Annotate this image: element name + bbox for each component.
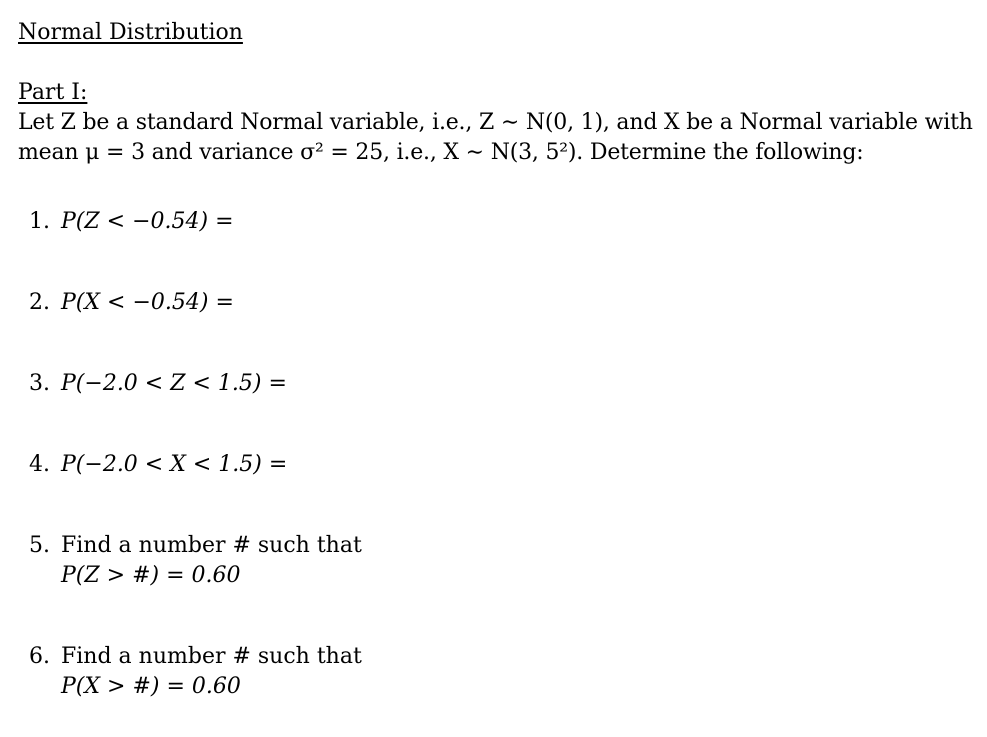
question-5 (29, 531, 362, 591)
question-4 (29, 450, 287, 480)
question-number: 5. (29, 533, 50, 558)
part-heading: Part I: (18, 80, 88, 105)
question-text: Find a number # such that (61, 533, 362, 558)
question-number: 1. (29, 209, 50, 234)
question-text: P(X < −0.54) = (61, 290, 234, 315)
intro-paragraph (18, 108, 973, 168)
document (18, 18, 978, 168)
question-text: P(Z < −0.54) = (61, 209, 234, 234)
question-number: 4. (29, 452, 50, 477)
intro-line-2: mean μ = 3 and variance σ² = 25, i.e., X ∼ N(3, 5²). Determine the following: (18, 140, 864, 165)
question-2 (29, 288, 234, 318)
question-1 (29, 207, 234, 237)
question-number: 6. (29, 644, 50, 669)
question-number: 2. (29, 290, 50, 315)
question-subtext: P(X > #) = 0.60 (61, 674, 241, 699)
document-title: Normal Distribution (18, 20, 243, 45)
question-text: P(−2.0 < X < 1.5) = (61, 452, 288, 477)
intro-line-1: Let Z be a standard Normal variable, i.e., Z ∼ N(0, 1), and X be a Normal variable with (18, 110, 973, 135)
question-number: 3. (29, 371, 50, 396)
question-subtext: P(Z > #) = 0.60 (61, 563, 241, 588)
question-text: Find a number # such that (61, 644, 362, 669)
question-6 (29, 642, 362, 702)
question-3 (29, 369, 287, 399)
question-text: P(−2.0 < Z < 1.5) = (61, 371, 287, 396)
